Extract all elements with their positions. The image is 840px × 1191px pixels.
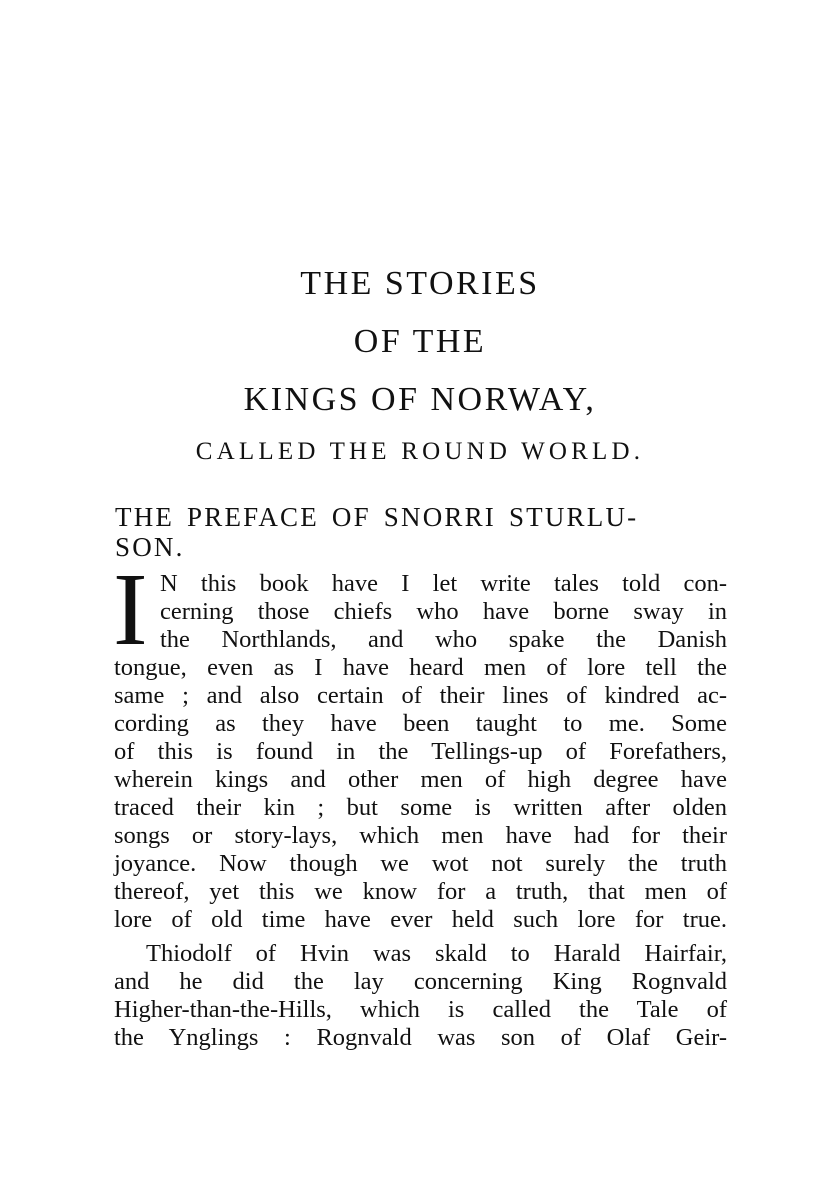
body-line: Higher-than-the-Hills, which is called the Tale of [114,996,727,1023]
preface-heading-line-2: SON. [115,532,185,562]
body-line: same ; and also certain of their lines of kindred ac- [114,682,727,709]
body-line: tongue, even as I have heard men of lore tell the [114,654,727,681]
body-line: wherein kings and other men of high degree have [114,766,727,793]
body-line: cording as they have been taught to me. Some [114,710,727,737]
subtitle: CALLED THE ROUND WORLD. [195,438,645,465]
body-line: thereof, yet this we know for a truth, that men of [114,878,727,905]
body-line: N this book have I let write tales told con- [160,570,727,597]
preface-heading [115,502,727,562]
body-line: the Ynglings : Rognvald was son of Olaf Geir- [114,1024,727,1051]
body-line: joyance. Now though we wot not surely the truth [114,850,727,877]
body-line: songs or story-lays, which men have had for their [114,822,727,849]
body-line: cerning those chiefs who have borne sway in [160,598,727,625]
title-line-3: KINGS OF NORWAY, [243,381,597,418]
body-line: and he did the lay concerning King Rognvald [114,968,727,995]
body-line: of this is found in the Tellings-up of Forefathers, [114,738,727,765]
body-line: Thiodolf of Hvin was skald to Harald Hairfair, [146,940,727,967]
preface-heading-line-1: THE PREFACE OF SNORRI STURLU- [115,502,639,532]
body-line: the Northlands, and who spake the Danish [160,626,727,653]
title-line-2: OF THE [353,323,487,360]
body-line: traced their kin ; but some is written after olden [114,794,727,821]
title-line-1: THE STORIES [300,265,540,302]
body-line: lore of old time have ever held such lore for true. [114,906,727,933]
drop-cap: I [113,552,148,667]
